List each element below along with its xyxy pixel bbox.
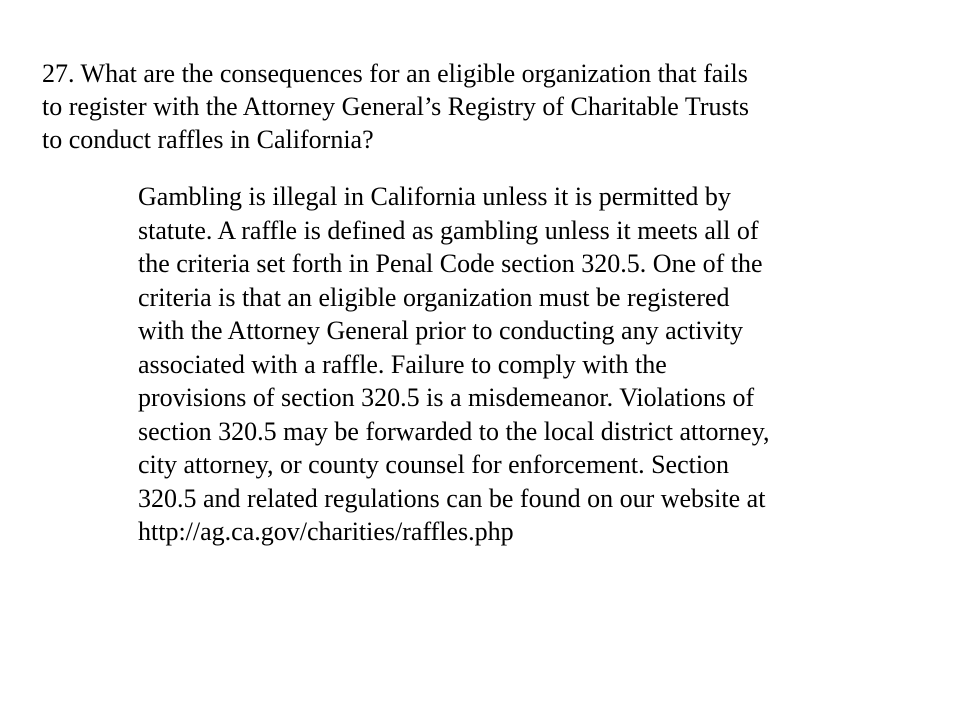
question-heading (42, 57, 922, 156)
question-line-3: to conduct raffles in California? (42, 125, 374, 154)
website-url-text: http://ag.ca.gov/charities/raffles.php (138, 517, 514, 546)
answer-line-4: criteria is that an eligible organization must be registered (138, 282, 730, 312)
question-line-1: 27. What are the consequences for an eligible organization that fails (42, 59, 748, 88)
answer-line-5: with the Attorney General prior to conducting any activity (138, 316, 744, 345)
answer-text (138, 180, 928, 549)
answer-line-7: provisions of section 320.5 is a misdemeanor. Violations of (138, 383, 755, 412)
answer-line-3: the criteria set forth in Penal Code section 320.5. One of the (138, 249, 763, 278)
question-line-2: to register with the Attorney General’s Registry of Charitable Trusts (42, 92, 749, 121)
answer-line-1: Gambling is illegal in California unless it is permitted by (138, 182, 731, 211)
answer-line-10: 320.5 and related regulations can be found on our website at (138, 483, 766, 513)
answer-line-2: statute. A raffle is defined as gambling unless it meets all of (138, 215, 759, 245)
answer-line-8: section 320.5 may be forwarded to the local district attorney, (138, 416, 770, 446)
answer-line-6: associated with a raffle. Failure to comply with the (138, 349, 667, 379)
answer-line-9: city attorney, or county counsel for enforcement. Section (138, 450, 730, 479)
